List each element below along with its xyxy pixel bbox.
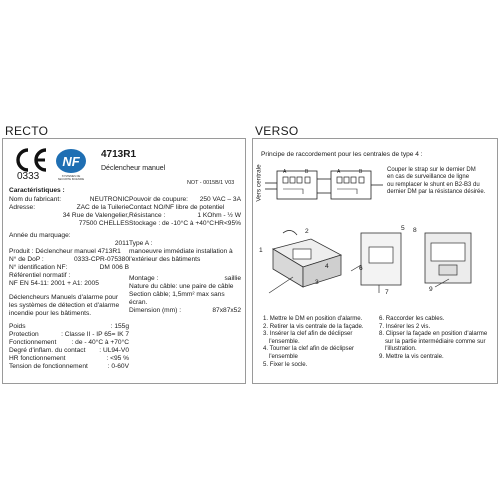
step-line: 7. Insérer les 2 vis. xyxy=(379,322,431,330)
step-line: 6. Raccorder les cables. xyxy=(379,315,445,322)
nf-logo xyxy=(55,148,87,186)
spec-label: Poids xyxy=(9,323,26,330)
installation-block xyxy=(129,275,241,315)
nf-id-value: DM 006 B xyxy=(99,264,129,271)
reference-code: NOT - 0015B/1 V03 xyxy=(187,180,235,186)
address-line-2: 34 Rue de Valengelier, xyxy=(62,212,129,219)
cable-section-line-2: écran. xyxy=(129,299,148,306)
manufacturer-row xyxy=(9,196,129,204)
product-line: Produit : Déclencheur manuel 4713R1 xyxy=(9,248,121,255)
step-line: l'illustration. xyxy=(385,345,417,353)
address-line-1: ZAC de la Tuilerie xyxy=(76,204,129,211)
step-line: 8. Clipser la façade en position d'alarme xyxy=(379,330,488,338)
spec-row xyxy=(9,363,129,371)
callout-1: 1 xyxy=(259,247,263,254)
spec-row xyxy=(9,347,129,355)
dop-value: 0333-CPR-075380 xyxy=(74,256,129,263)
step-line: 3. Insérer la clef afin de déclipser xyxy=(263,330,353,338)
step-line: l'ensemble xyxy=(269,352,298,360)
characteristics-title: Caractéristiques : xyxy=(9,187,65,194)
description-block xyxy=(9,294,119,318)
mounting-value: saillie xyxy=(224,275,241,282)
spec-label: Degré d'inflam. du contact xyxy=(9,347,86,354)
step-line: 9. Mettre la vis centrale. xyxy=(379,352,444,360)
verso-panel xyxy=(252,138,498,384)
strap-note xyxy=(387,167,485,197)
breaking-capacity-value: 250 VAC – 3A xyxy=(199,196,241,203)
nf-mark-icon xyxy=(55,148,87,174)
base-illustration xyxy=(349,225,411,295)
year-value: 2011 xyxy=(114,240,129,247)
step-line: l'ensemble. xyxy=(269,337,300,345)
type-a-line-2: l'extérieur des bâtiments xyxy=(129,256,201,263)
ce-number: 0333 xyxy=(17,171,40,182)
side-label-wrap xyxy=(255,165,265,205)
manufacturer-value: NEUTRONIC xyxy=(89,196,129,203)
product-name: Déclencheur manuel xyxy=(101,165,166,172)
nf-id-row xyxy=(9,264,129,272)
dop-label: N° de DoP : xyxy=(9,256,44,263)
type-a-block xyxy=(129,240,233,264)
model-number: 4713R1 xyxy=(101,149,137,160)
disassembly-illustration xyxy=(263,227,353,299)
spec-row xyxy=(9,355,129,363)
connection-principle: Principe de raccordement pour les centrales de type 4 : xyxy=(261,151,423,158)
assembled-illustration xyxy=(415,227,485,293)
steps-right xyxy=(379,315,487,361)
callout-9: 9 xyxy=(429,286,433,293)
ce-mark-icon xyxy=(11,147,51,173)
spec-label: HR fonctionnement xyxy=(9,355,66,362)
step-line: 4. Tourner la clef afin de déclipser xyxy=(263,345,355,353)
address-block xyxy=(43,204,129,228)
resistance-row xyxy=(129,212,241,220)
callout-6: 6 xyxy=(359,265,363,272)
nf-caption: SYSTEMES DE SECURITE INCENDIE xyxy=(57,175,85,181)
verso-heading: VERSO xyxy=(255,124,299,138)
strap-note-line-2: en cas de surveillance de ligne xyxy=(387,174,470,181)
cable-section-line-1: Section câble; 1,5mm² max sans xyxy=(129,291,225,298)
dimension-value: 87x87x52 xyxy=(212,307,241,314)
steps-left xyxy=(263,315,364,368)
description-line-1: Déclencheurs Manuels d'alarme pour xyxy=(9,294,119,301)
ce-logo xyxy=(11,147,51,181)
step-line: sur la partie intermédiaire comme sur xyxy=(385,337,486,345)
step-line: 2. Retirer la vis centrale de la façade. xyxy=(263,322,364,330)
normative-value: NF EN 54-11: 2001 + A1: 2005 xyxy=(9,280,99,287)
spec-label: Protection xyxy=(9,331,39,338)
dimension-label: Dimension (mm) : xyxy=(129,307,182,314)
breaking-capacity-row xyxy=(129,196,241,204)
terminal-a-left: A xyxy=(283,169,287,175)
terminal-b-right: B xyxy=(359,169,363,175)
spec-value: : 155g xyxy=(110,323,129,330)
spec-value: : UL94-V0 xyxy=(99,347,129,354)
cable-nature: Nature du câble: une paire de câble xyxy=(129,283,234,290)
spec-label: Tension de fonctionnement xyxy=(9,363,88,370)
year-row xyxy=(9,232,129,240)
strap-note-line-4: dernier DM par la résistance désirée. xyxy=(387,189,486,196)
normative-label: Référentiel normatif : xyxy=(9,272,71,279)
mounting-row xyxy=(129,275,241,283)
nf-id-label: N° identification NF: xyxy=(9,264,68,271)
spec-value: : de - 40°C à +70°C xyxy=(71,339,129,346)
description-line-3: incendie pour les bâtiments. xyxy=(9,310,92,317)
address-line-3: 77500 CHELLES xyxy=(78,220,129,227)
spec-row xyxy=(9,323,129,331)
spec-label: Fonctionnement xyxy=(9,339,57,346)
nf-text: NF xyxy=(62,154,80,169)
callout-8: 8 xyxy=(413,227,417,234)
step-line: 1. Mettre le DM en position d'alarme. xyxy=(263,315,363,322)
resistance-value: 1 KOhm - ½ W xyxy=(197,212,241,219)
storage-label: Stockage : de -10°C à +40°C xyxy=(129,220,214,227)
year-label: Année du marquage: xyxy=(9,232,71,239)
strap-note-line-1: Couper le strap sur le dernier DM xyxy=(387,167,476,173)
type-a-line-1: manoeuvre immédiate installation à xyxy=(129,248,233,255)
spec-value: : 0-60V xyxy=(107,363,129,370)
to-panel-label: Vers centrale xyxy=(255,164,263,202)
spec-value: : <95 % xyxy=(106,355,129,362)
callout-5: 5 xyxy=(401,225,405,232)
callout-2: 2 xyxy=(305,228,309,235)
electrical-block xyxy=(129,196,241,228)
strap-note-line-3: ou remplacer le shunt en B2-B3 du xyxy=(387,181,480,188)
contact-type: Contact NO/NF libre de potentiel xyxy=(129,204,225,211)
mounting-label: Montage : xyxy=(129,275,159,282)
recto-panel xyxy=(2,138,246,384)
dop-row xyxy=(9,256,129,264)
specs-block xyxy=(9,323,129,371)
dimension-row xyxy=(129,307,241,315)
resistance-label: Résistance : xyxy=(129,212,166,219)
terminal-a-right: A xyxy=(337,169,341,175)
spec-row xyxy=(9,331,129,339)
spec-row xyxy=(9,339,129,347)
callout-7: 7 xyxy=(385,289,389,296)
spec-value: : Classe II - IP 65= IK 7 xyxy=(61,331,129,338)
manufacturer-label: Nom du fabricant: xyxy=(9,196,62,203)
recto-heading: RECTO xyxy=(5,124,49,138)
callout-3: 3 xyxy=(315,279,319,286)
step-line: 5. Fixer le socle. xyxy=(263,360,308,368)
storage-row xyxy=(129,220,241,228)
callout-4: 4 xyxy=(325,263,329,270)
address-label: Adresse: xyxy=(9,204,36,211)
breaking-capacity-label: Pouvoir de coupure: xyxy=(129,196,189,203)
description-line-2: les systèmes de détection et d'alarme xyxy=(9,302,120,309)
type-a-title: Type A : xyxy=(129,240,153,247)
terminal-b-left: B xyxy=(305,169,309,175)
storage-value: HR<95% xyxy=(214,220,241,227)
